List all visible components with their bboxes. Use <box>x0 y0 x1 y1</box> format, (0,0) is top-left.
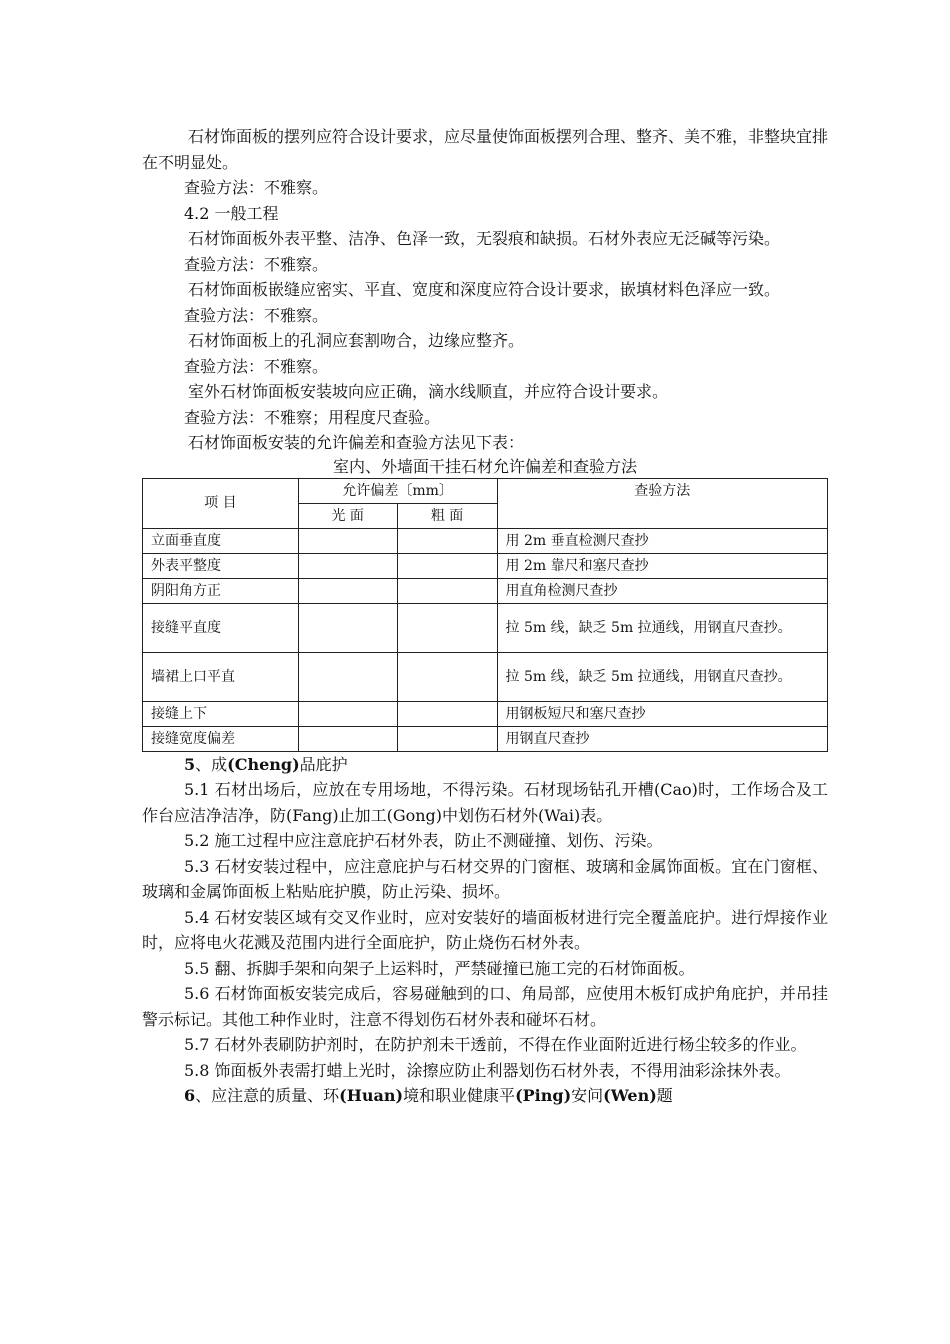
heading-text: 境和职业健康平 <box>403 1086 516 1105</box>
heading-text: 、应注意的质量、环 <box>195 1086 340 1105</box>
paragraph: 查验方法：不雅察。 <box>184 305 329 325</box>
section-heading-5 <box>142 752 828 778</box>
heading-pinyin: (Ping) <box>515 1086 572 1105</box>
table-row <box>143 652 828 701</box>
section-heading-6 <box>142 1083 828 1109</box>
cell-smooth <box>298 652 397 701</box>
cell-item: 接缝上下 <box>143 701 299 726</box>
cell-rough <box>397 652 497 701</box>
paragraph: 5.5 翻、拆脚手架和向架子上运料时，严禁碰撞已施工完的石材饰面板。 <box>184 958 695 978</box>
cell-method: 用直角检测尺查抄 <box>497 578 827 603</box>
section-number: 5 <box>184 754 196 774</box>
cell-item: 墙裙上口平直 <box>143 652 299 701</box>
cell-rough <box>397 578 497 603</box>
paragraph: 5.7 石材外表刷防护剂时，在防护剂未干透前，不得在作业面附近进行杨尘较多的作业。 <box>184 1035 807 1054</box>
cell-smooth <box>298 578 397 603</box>
paragraph: 5.6 石材饰面板安装完成后，容易碰触到的口、角局部，应使用木板钉成护角庇护，并吊挂警示标记。其他工种作业时，注意不得划伤石材外表和碰坏石材。 <box>142 984 828 1029</box>
cell-method: 用钢板短尺和塞尺查抄 <box>497 701 827 726</box>
paragraph: 5.1 石材出场后，应放在专用场地，不得污染。石材现场钻孔开槽(Cao)时，工作场合及工作台应洁净洁净，防(Fang)止加工(Gong)中划伤石材外(Wai)表。 <box>142 780 828 825</box>
paragraph: 石材饰面板安装的允许偏差和查验方法见下表： <box>188 433 525 452</box>
table-row <box>143 578 828 603</box>
cell-rough <box>397 528 497 553</box>
cell-smooth <box>298 701 397 726</box>
cell-method: 拉 5m 线，缺乏 5m 拉通线，用钢直尺查抄。 <box>497 652 827 701</box>
heading-text: 品庇护 <box>299 754 348 774</box>
section-number: 6 <box>184 1086 196 1105</box>
cell-rough <box>397 553 497 578</box>
section-heading-4-2: 4.2 一般工程 <box>184 203 279 223</box>
cell-method: 用钢直尺查抄 <box>497 726 827 751</box>
heading-pinyin: (Wen) <box>603 1086 657 1105</box>
paragraph: 室外石材饰面板安装坡向应正确，滴水线顺直，并应符合设计要求。 <box>188 382 669 401</box>
cell-item: 接缝平直度 <box>143 603 299 652</box>
table-row <box>143 603 828 652</box>
heading-text: 、成 <box>195 754 228 774</box>
heading-pinyin: (Huan) <box>339 1086 404 1105</box>
paragraph: 石材饰面板嵌缝应密实、平直、宽度和深度应符合设计要求，嵌填材料色泽应一致。 <box>188 280 781 299</box>
cell-smooth <box>298 603 397 652</box>
cell-rough <box>397 726 497 751</box>
header-rough: 粗 面 <box>397 503 497 528</box>
table-row <box>143 701 828 726</box>
cell-item: 阴阳角方正 <box>143 578 299 603</box>
cell-method: 用 2m 靠尺和塞尺查抄 <box>497 553 827 578</box>
cell-item: 立面垂直度 <box>143 528 299 553</box>
cell-method: 用 2m 垂直检测尺查抄 <box>497 528 827 553</box>
table-row <box>143 528 828 553</box>
heading-text: 安问 <box>571 1086 604 1105</box>
header-smooth: 光 面 <box>298 503 397 528</box>
paragraph: 查验方法：不雅察。 <box>184 178 329 197</box>
paragraph: 5.3 石材安装过程中，应注意庇护与石材交界的门窗框、玻璃和金属饰面板。宜在门窗框、玻璃和金属饰面板上粘贴庇护膜，防止污染、损坏。 <box>142 856 828 901</box>
cell-rough <box>397 701 497 726</box>
tolerance-table <box>142 478 828 752</box>
paragraph: 查验方法：不雅察；用程度尺查验。 <box>184 407 441 427</box>
paragraph: 石材饰面板的摆列应符合设计要求，应尽量使饰面板摆列合理、整齐、美不雅，非整块宜排在不明显处。 <box>142 127 829 172</box>
cell-smooth <box>298 553 397 578</box>
cell-rough <box>397 603 497 652</box>
table-row <box>143 553 828 578</box>
cell-item: 接缝宽度偏差 <box>143 726 299 751</box>
paragraph: 5.8 饰面板外表需打蜡上光时，涂擦应防止利器划伤石材外表，不得用油彩涂抹外表。 <box>184 1060 791 1080</box>
heading-text: 题 <box>656 1086 673 1105</box>
header-item: 项 目 <box>143 478 299 528</box>
heading-pinyin: (Cheng) <box>227 754 300 774</box>
cell-smooth <box>298 528 397 553</box>
document-page <box>142 124 828 1109</box>
paragraph: 5.4 石材安装区域有交叉作业时，应对安装好的墙面板材进行完全覆盖庇护。进行焊接作业时，应将电火花溅及范围内进行全面庇护，防止烧伤石材外表。 <box>142 907 828 952</box>
paragraph: 5.2 施工过程中应注意庇护石材外表，防止不测碰撞、划伤、污染。 <box>184 831 663 850</box>
paragraph: 石材饰面板上的孔洞应套割吻合，边缘应整齐。 <box>188 331 525 350</box>
paragraph: 查验方法：不雅察。 <box>184 356 329 376</box>
cell-item: 外表平整度 <box>143 553 299 578</box>
cell-method: 拉 5m 线，缺乏 5m 拉通线，用钢直尺查抄。 <box>497 603 827 652</box>
table-caption: 室内、外墙面干挂石材允许偏差和查验方法 <box>332 456 637 476</box>
paragraph: 查验方法：不雅察。 <box>184 254 329 274</box>
paragraph: 石材饰面板外表平整、洁净、色泽一致，无裂痕和缺损。石材外表应无泛碱等污染。 <box>188 229 781 248</box>
cell-smooth <box>298 726 397 751</box>
header-deviation: 允许偏差〔mm〕 <box>298 478 497 503</box>
header-method: 查验方法 <box>497 478 827 528</box>
table-row <box>143 726 828 751</box>
